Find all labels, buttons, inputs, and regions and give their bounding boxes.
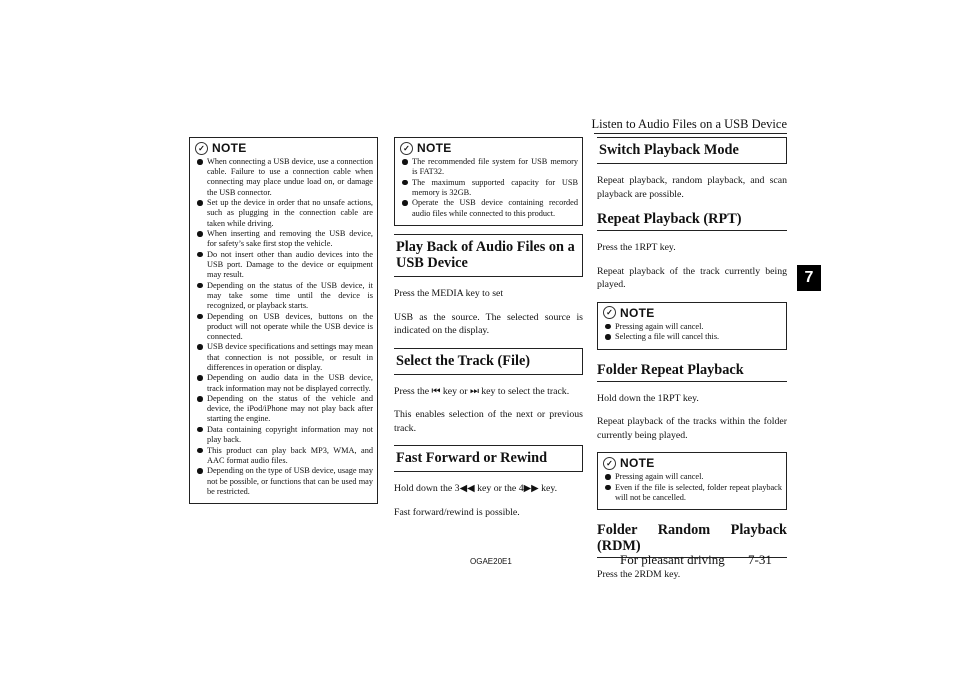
note-item: Data containing copyright information may not play back.: [195, 425, 373, 445]
note-item: Set up the device in order that no unsafe actions, such as plugging in the connection cable are taken while driving.: [195, 198, 373, 229]
heading-play-back: Play Back of Audio Files on a USB Device: [394, 234, 583, 277]
note-item: Pressing again will cancel.: [603, 472, 782, 482]
note-item: The maximum supported capacity for USB memory is 32GB.: [400, 178, 578, 198]
note-header: [603, 306, 782, 320]
note-icon: ✓: [603, 457, 616, 470]
note-box-repeat: [597, 302, 787, 350]
heading-switch-mode: Switch Playback Mode: [597, 137, 787, 164]
note-title: NOTE: [212, 141, 247, 155]
note-icon: ✓: [603, 306, 616, 319]
paragraph: Hold down the 3◀◀ key or the 4▶▶ key.: [394, 483, 558, 495]
paragraph: Fast forward/rewind is possible.: [394, 506, 520, 518]
heading-select-track: Select the Track (File): [394, 348, 583, 375]
note-title: NOTE: [417, 141, 452, 155]
note-header: [603, 456, 782, 470]
paragraph: Press the MEDIA key to set: [394, 288, 504, 300]
note-item: Depending on the type of USB device, usage may not be possible, or functions that can be used may be restricted.: [195, 466, 373, 497]
note-list: [603, 322, 782, 343]
note-item: Pressing again will cancel.: [603, 322, 782, 332]
note-item: Even if the file is selected, folder repeat playback will not be cancelled.: [603, 483, 782, 503]
paragraph: Press the ⏮ key or ⏭ key to select the track.: [394, 385, 570, 397]
chapter-tab: 7: [797, 265, 821, 291]
header-rule: [594, 133, 787, 134]
note-title: NOTE: [620, 305, 655, 320]
note-item: USB device specifications and settings may mean that connection is not possible, or result in differences in operation or display.: [195, 342, 373, 373]
column-3: [597, 137, 787, 592]
footer-section-name: For pleasant driving: [620, 552, 725, 567]
note-box-usb-memory: [394, 137, 583, 226]
note-item: Do not insert other than audio devices into the USB port. Damage to the device or equipment may result.: [195, 250, 373, 281]
note-item: Depending on USB devices, buttons on the product will not operate while the USB device is connected.: [195, 312, 373, 343]
note-header: [400, 141, 578, 155]
note-title: NOTE: [620, 456, 655, 470]
page-number: 7-31: [748, 552, 772, 567]
paragraph: Press the 1RPT key.: [597, 242, 676, 253]
note-list: [400, 157, 578, 219]
paragraph: Hold down the 1RPT key.: [597, 392, 699, 404]
note-box-usb-connection: [189, 137, 378, 504]
note-header: [195, 141, 373, 155]
column-2: [394, 137, 583, 529]
note-item: When connecting a USB device, use a connection cable. Failure to use a connection cable when connecting may place undue load on, or damage the USB connector.: [195, 157, 373, 198]
heading-repeat-playback: Repeat Playback (RPT): [597, 211, 787, 231]
heading-folder-random: Folder Random Playback (RDM): [597, 522, 787, 558]
paragraph: Press the 2RDM key.: [597, 569, 681, 581]
note-item: Selecting a file will cancel this.: [603, 332, 782, 342]
heading-fast-forward: Fast Forward or Rewind: [394, 445, 583, 472]
note-item: The recommended file system for USB memory is FAT32.: [400, 157, 578, 177]
note-list: [603, 472, 782, 503]
note-icon: ✓: [400, 142, 413, 155]
paragraph: This enables selection of the next or previous track.: [394, 409, 583, 434]
paragraph: Repeat playback of the track currently being played.: [597, 265, 787, 290]
note-icon: ✓: [195, 142, 208, 155]
note-item: When inserting and removing the USB device, for safety’s sake first stop the vehicle.: [195, 229, 373, 249]
note-item: This product can play back MP3, WMA, and AAC format audio files.: [195, 446, 373, 466]
paragraph: USB as the source. The selected source is indicated on the display.: [394, 311, 583, 337]
heading-folder-repeat: Folder Repeat Playback: [597, 362, 787, 382]
paragraph: Repeat playback, random playback, and scan playback are possible.: [597, 175, 787, 200]
note-box-folder-repeat: [597, 452, 787, 510]
footer-code: OGAE20E1: [470, 557, 512, 566]
note-item: Depending on the status of the USB device, it may take some time until the device is recognized, or playback starts.: [195, 281, 373, 312]
note-item: Depending on the status of the vehicle and device, the iPod/iPhone may not play back after starting the engine.: [195, 394, 373, 425]
column-1: [189, 137, 378, 504]
note-item: Depending on audio data in the USB device, track information may not be displayed correctly.: [195, 373, 373, 393]
note-item: Operate the USB device containing recorded audio files while connected to this product.: [400, 198, 578, 218]
paragraph: Repeat playback of the tracks within the folder currently being played.: [597, 416, 787, 441]
note-list: [195, 157, 373, 497]
page-header-title: Listen to Audio Files on a USB Device: [591, 117, 787, 131]
